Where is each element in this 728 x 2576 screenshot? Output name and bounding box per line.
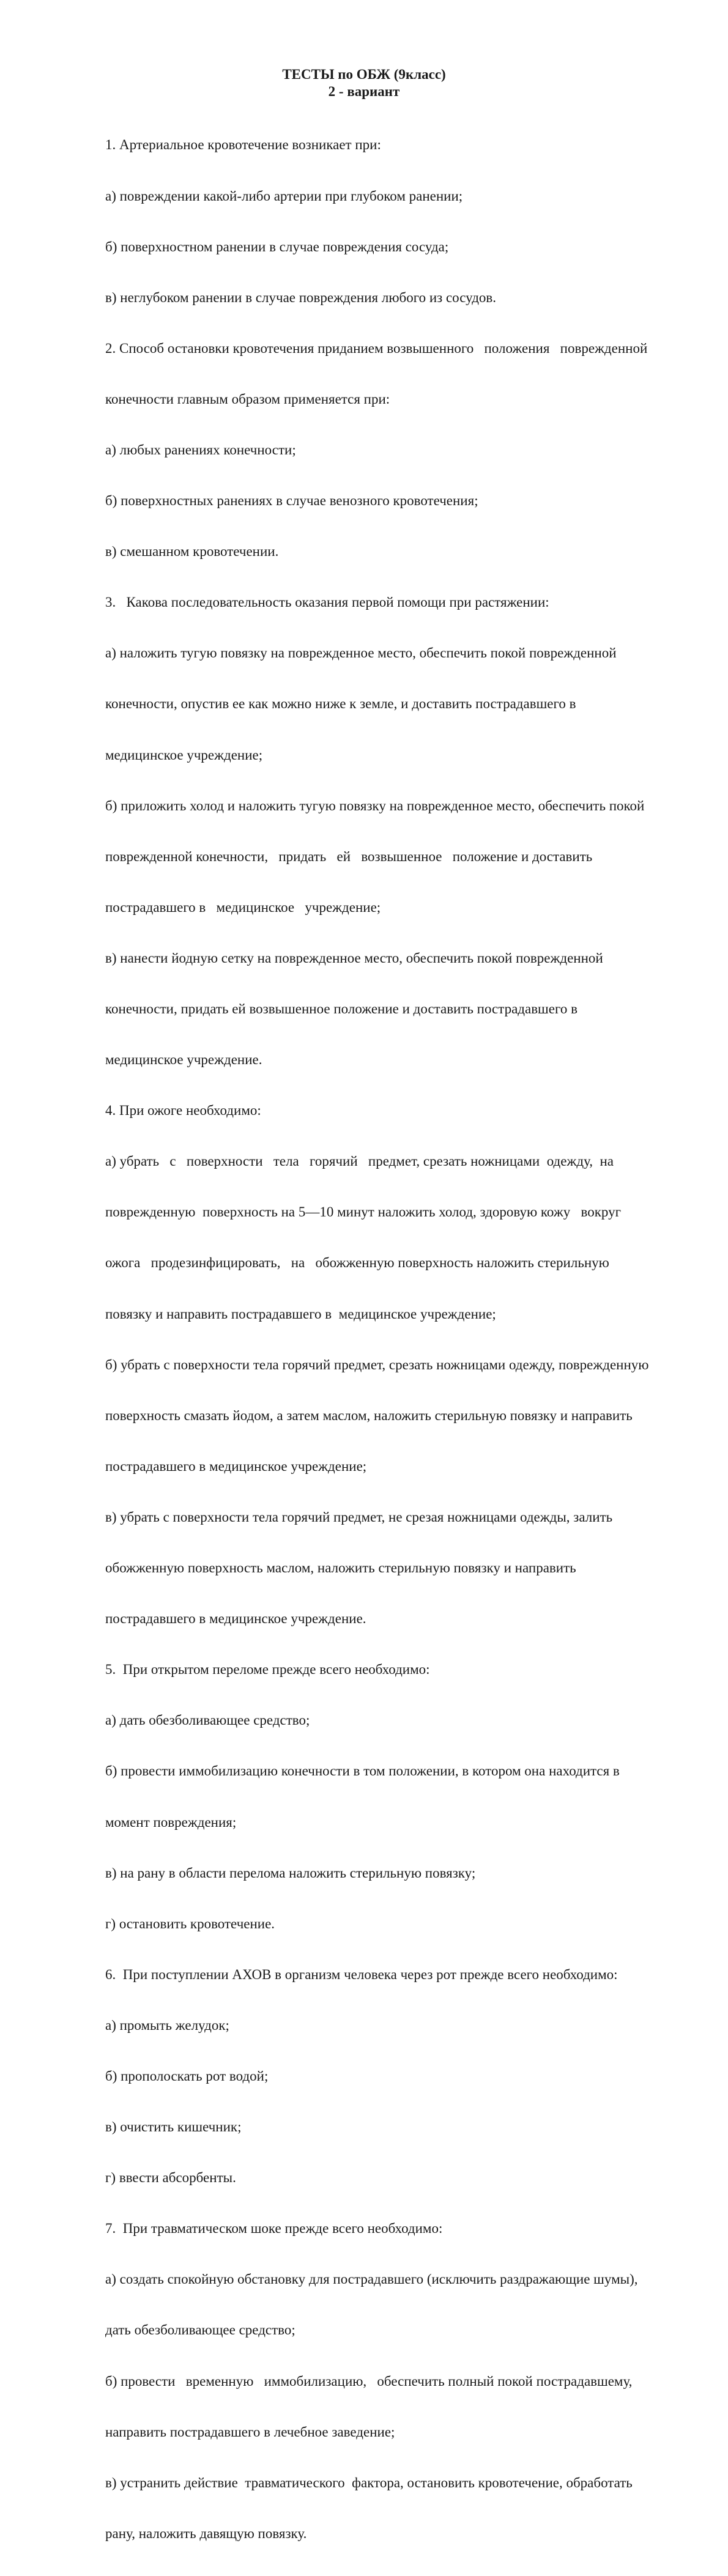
question-4: 4. При ожоге необходимо: bbox=[105, 1103, 261, 1119]
document-header bbox=[0, 66, 728, 100]
test-questions-body bbox=[105, 103, 683, 2576]
answer-option: в) очистить кишечник; bbox=[105, 2119, 242, 2135]
answer-option: б) убрать с поверхности тела горячий предмет, срезать ножницами одежду, поврежденную bbox=[105, 1356, 649, 1372]
answer-option: б) приложить холод и наложить тугую повязку на поврежденное место, обеспечить покой bbox=[105, 798, 645, 813]
answer-option: а) любых ранениях конечности; bbox=[105, 442, 296, 457]
question-1: 1. Артериальное кровотечение возникает при: bbox=[105, 137, 381, 153]
answer-option: г) ввести абсорбенты. bbox=[105, 2170, 236, 2186]
answer-option-continued: пострадавшего в медицинское учреждение. bbox=[105, 1611, 366, 1627]
question-7: 7. При травматическом шоке прежде всего необходимо: bbox=[105, 2221, 443, 2237]
answer-option-continued: повязку и направить пострадавшего в медицинское учреждение; bbox=[105, 1306, 496, 1322]
answer-option-continued: медицинское учреждение; bbox=[105, 747, 263, 763]
answer-option: г) остановить кровотечение. bbox=[105, 1915, 275, 1931]
answer-option: в) на рану в области перелома наложить стерильную повязку; bbox=[105, 1865, 476, 1881]
answer-option-continued: момент повреждения; bbox=[105, 1814, 237, 1830]
answer-option-continued: конечности, придать ей возвышенное положение и доставить пострадавшего в bbox=[105, 1001, 578, 1016]
document-title: ТЕСТЫ по ОБЖ (9класс) bbox=[282, 67, 446, 82]
answer-option: б) прополоскать рот водой; bbox=[105, 2068, 269, 2084]
variant-label: 2 - вариант bbox=[328, 84, 400, 99]
answer-option-continued: конечности, опустив ее как можно ниже к земле, и доставить пострадавшего в bbox=[105, 696, 576, 712]
answer-option: а) убрать с поверхности тела горячий предмет, срезать ножницами одежду, на bbox=[105, 1153, 614, 1169]
answer-option-continued: направить пострадавшего в лечебное заведение; bbox=[105, 2424, 395, 2440]
answer-option-continued: медицинское учреждение. bbox=[105, 1052, 262, 1068]
answer-option: б) поверхностных ранениях в случае венозного кровотечения; bbox=[105, 493, 478, 509]
answer-option-continued: рану, наложить давящую повязку. bbox=[105, 2525, 307, 2541]
question-text-continued: конечности главным образом применяется при: bbox=[105, 391, 390, 407]
answer-option: в) устранить действие травматического фактора, остановить кровотечение, обработать bbox=[105, 2474, 633, 2490]
answer-option: б) провести временную иммобилизацию, обеспечить полный покой пострадавшему, bbox=[105, 2373, 633, 2389]
answer-option-continued: пострадавшего в медицинское учреждение; bbox=[105, 899, 381, 915]
answer-option: а) промыть желудок; bbox=[105, 2017, 229, 2033]
question-5: 5. При открытом переломе прежде всего необходимо: bbox=[105, 1662, 430, 1678]
answer-option-continued: пострадавшего в медицинское учреждение; bbox=[105, 1458, 367, 1474]
answer-option: в) убрать с поверхности тела горячий предмет, не срезая ножницами одежды, залить bbox=[105, 1509, 613, 1525]
answer-option: б) поверхностном ранении в случае повреждения сосуда; bbox=[105, 239, 449, 254]
answer-option: в) нанести йодную сетку на поврежденное место, обеспечить покой поврежденной bbox=[105, 950, 603, 966]
question-2: 2. Способ остановки кровотечения приданием возвышенного положения поврежденной bbox=[105, 340, 648, 356]
answer-option: а) дать обезболивающее средство; bbox=[105, 1712, 310, 1728]
answer-option: в) смешанном кровотечении. bbox=[105, 544, 279, 560]
answer-option-continued: обожженную поверхность маслом, наложить стерильную повязку и направить bbox=[105, 1560, 576, 1576]
answer-option-continued: ожога продезинфицировать, на обожженную поверхность наложить стерильную bbox=[105, 1255, 609, 1271]
answer-option: в) неглубоком ранении в случае повреждения любого из сосудов. bbox=[105, 289, 497, 305]
answer-option-continued: дать обезболивающее средство; bbox=[105, 2322, 295, 2338]
answer-option: а) повреждении какой-либо артерии при глубоком ранении; bbox=[105, 188, 463, 204]
question-6: 6. При поступлении АХОВ в организм человека через рот прежде всего необходимо: bbox=[105, 1966, 618, 1982]
answer-option-continued: поврежденной конечности, придать ей возвышенное положение и доставить bbox=[105, 848, 593, 864]
answer-option: а) создать спокойную обстановку для пострадавшего (исключить раздражающие шумы), bbox=[105, 2271, 638, 2287]
question-3: 3. Какова последовательность оказания первой помощи при растяжении: bbox=[105, 594, 549, 610]
answer-option: а) наложить тугую повязку на поврежденное место, обеспечить покой поврежденной bbox=[105, 645, 617, 661]
answer-option-continued: поверхность смазать йодом, а затем маслом, наложить стерильную повязку и направить bbox=[105, 1407, 633, 1423]
answer-option: б) провести иммобилизацию конечности в том положении, в котором она находится в bbox=[105, 1763, 620, 1779]
answer-option-continued: поврежденную поверхность на 5—10 минут наложить холод, здоровую кожу вокруг bbox=[105, 1204, 622, 1220]
